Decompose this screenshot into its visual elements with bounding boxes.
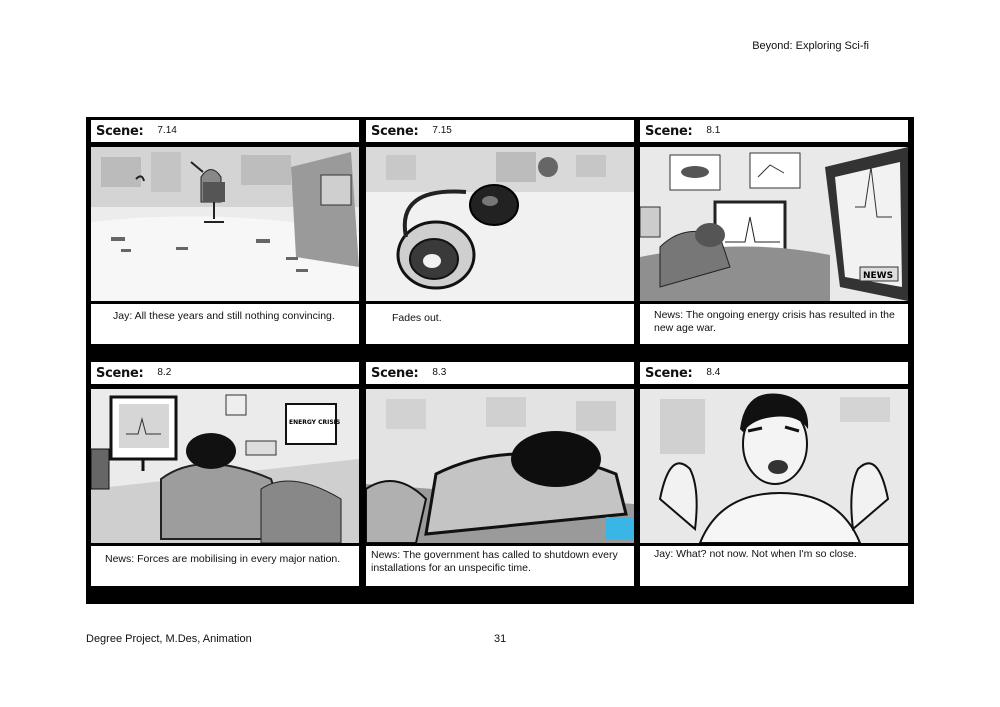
storyboard-panel (640, 117, 908, 345)
scene-number: 8.3 (432, 366, 447, 378)
scene-label: Scene: (371, 365, 419, 381)
storyboard-panel (91, 117, 359, 345)
sketch-frame (91, 389, 359, 543)
scene-bar (91, 120, 359, 142)
storyboard-panel (366, 359, 634, 587)
scene-number: 7.14 (157, 124, 177, 136)
scene-number: 8.4 (706, 366, 721, 378)
sketch-frame (91, 147, 359, 301)
scene-caption: News: The government has called to shutdown every installations for an unspecific time. (366, 546, 634, 586)
sketch-frame (366, 389, 634, 543)
scene-label: Scene: (96, 365, 144, 381)
sketch-news-monitor-icon (640, 147, 908, 301)
scene-bar (366, 120, 634, 142)
sketch-frame (366, 147, 634, 301)
scene-caption: News: Forces are mobilising in every major nation. (91, 546, 359, 586)
scene-number: 8.1 (706, 124, 721, 136)
scene-bar (640, 120, 908, 142)
scene-bar (640, 362, 908, 384)
energy-sign-text: ENERGY CRISIS (289, 419, 341, 426)
news-sign-text: NEWS (863, 271, 894, 281)
sketch-frustrated-man-icon (640, 389, 908, 543)
sketch-head-on-desk-icon (366, 389, 634, 543)
scene-caption: Fades out. (366, 304, 634, 344)
sketch-office-papers-icon (91, 147, 359, 301)
storyboard-panel (640, 359, 908, 587)
storyboard-panel (91, 359, 359, 587)
scene-bar (91, 362, 359, 384)
scene-label: Scene: (645, 365, 693, 381)
header-title: Beyond: Exploring Sci-fi (752, 40, 869, 52)
scene-number: 8.2 (157, 366, 172, 378)
page-number: 31 (494, 633, 507, 645)
scene-label: Scene: (96, 123, 144, 139)
scene-caption: Jay: All these years and still nothing convincing. (91, 304, 359, 344)
sketch-frame (640, 389, 908, 543)
scene-number: 7.15 (432, 124, 452, 136)
storyboard-grid (86, 117, 914, 604)
scene-caption: News: The ongoing energy crisis has resulted in the new age war. (640, 304, 908, 344)
sketch-frame (640, 147, 908, 301)
scene-label: Scene: (645, 123, 693, 139)
sketch-headphones-icon (366, 147, 634, 301)
scene-caption: Jay: What? not now. Not when I'm so close. (640, 546, 908, 586)
footer-project: Degree Project, M.Des, Animation (86, 633, 252, 645)
sketch-sleeping-at-desk-icon (91, 389, 359, 543)
scene-label: Scene: (371, 123, 419, 139)
storyboard-panel (366, 117, 634, 345)
scene-bar (366, 362, 634, 384)
